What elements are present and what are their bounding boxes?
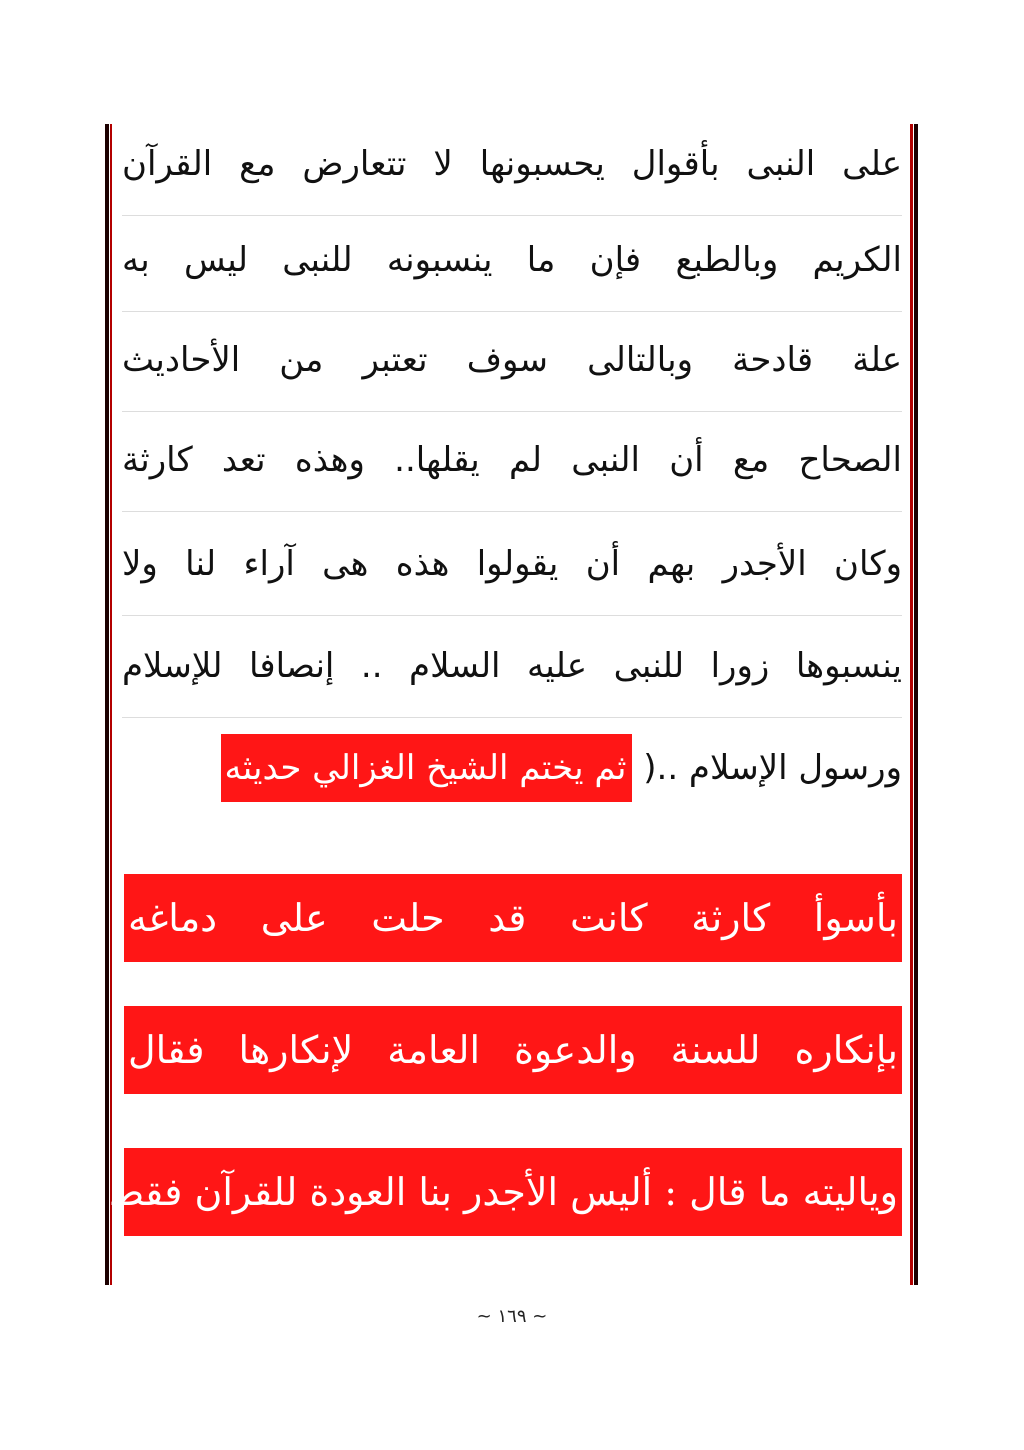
text-line-3: علة قادحة وبالتالى سوف تعتبر من الأحاديث xyxy=(122,320,902,412)
text-line-7 xyxy=(122,728,902,820)
frame-left-outer xyxy=(105,124,109,1285)
highlight-line-3: وياليته ما قال : أليس الأجدر بنا العودة للقرآن فقط xyxy=(124,1148,902,1236)
highlight-line-1: بأسوأ كارثة كانت قد حلت على دماغه xyxy=(124,874,902,962)
frame-left-inner xyxy=(110,124,112,1285)
text-line-2: الكريم وبالطبع فإن ما ينسبونه للنبى ليس به xyxy=(122,220,902,312)
frame-right-inner xyxy=(910,124,913,1285)
highlight-inline: ثم يختم الشيخ الغزالي حديثه xyxy=(221,734,633,802)
text-line-1: على النبى بأقوال يحسبونها لا تتعارض مع القرآن xyxy=(122,124,902,216)
highlight-line-2: بإنكاره للسنة والدعوة العامة لإنكارها فقال xyxy=(124,1006,902,1094)
text-line-5: وكان الأجدر بهم أن يقولوا هذه هى آراء لنا ولا xyxy=(122,524,902,616)
text-line-4: الصحاح مع أن النبى لم يقلها.. وهذه تعد كارثة xyxy=(122,420,902,512)
frame-right-outer xyxy=(914,124,918,1285)
page-number: ~ ١٦٩ ~ xyxy=(476,1306,548,1327)
text-line-6: ينسبوها زورا للنبى عليه السلام .. إنصافا للإسلام xyxy=(122,626,902,718)
text-line-7-plain: ورسول الإسلام ..( xyxy=(632,748,902,788)
